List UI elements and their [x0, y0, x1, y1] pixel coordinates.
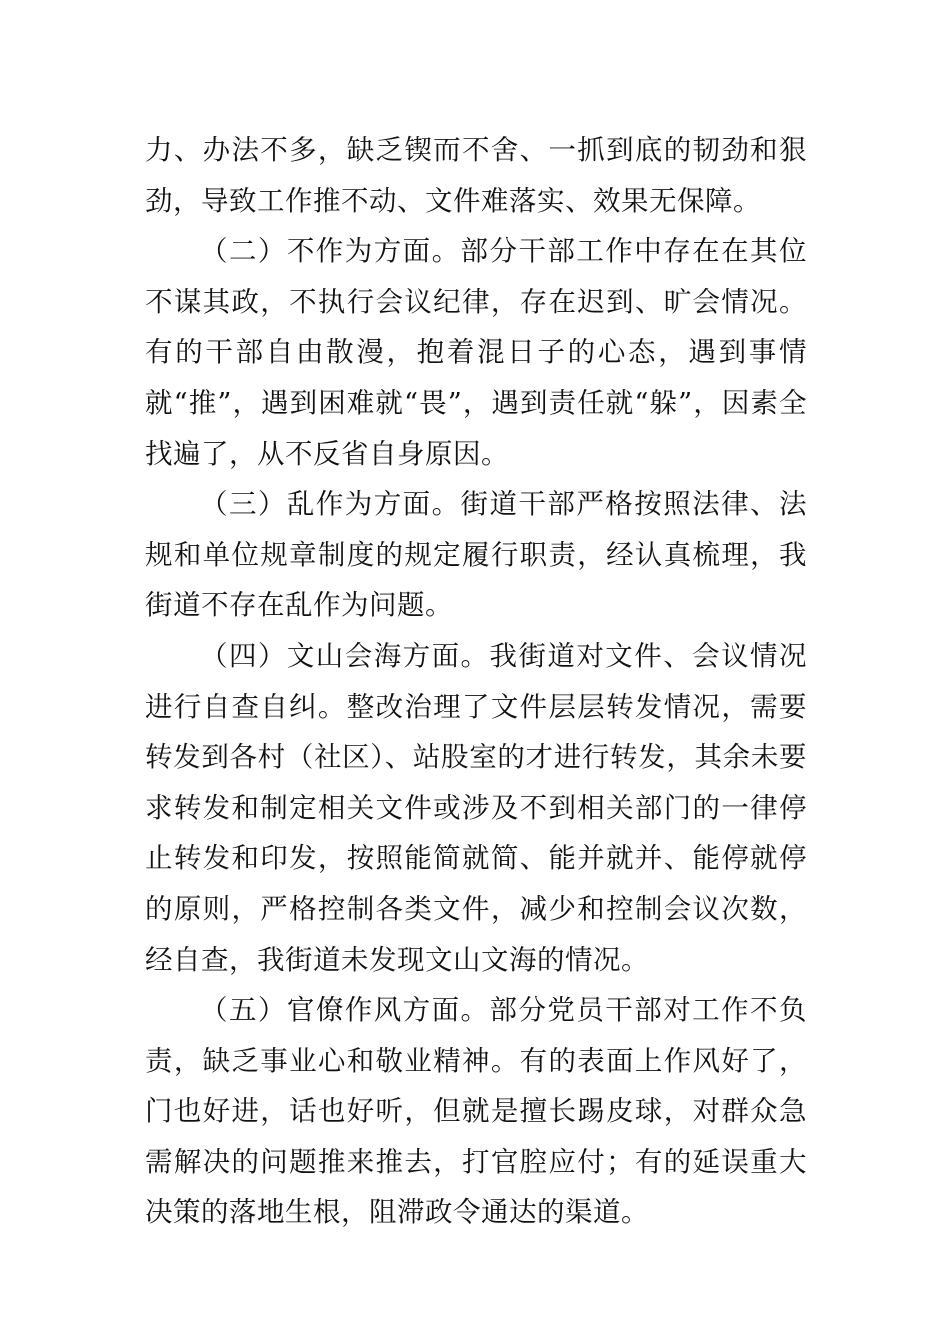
document-body: [145, 125, 807, 1238]
paragraph-bureaucratism: （五）官僚作风方面。部分党员干部对工作不负责，缺乏事业心和敬业精神。有的表面上作风好了，门也好进，话也好听，但就是擅长踢皮球，对群众急需解决的问题推来推去，打官腔应付；有的延误重大决策的落地生根，阻滞政令通达的渠道。: [145, 994, 807, 1229]
paragraph-wrong-action: （三）乱作为方面。街道干部严格按照法律、法规和单位规章制度的规定履行职责，经认真梳理，我街道不存在乱作为问题。: [145, 488, 807, 622]
paragraph-non-action: （二）不作为方面。部分干部工作中存在在其位不谋其政，不执行会议纪律，存在迟到、旷会情况。有的干部自由散漫，抱着混日子的心态，遇到事情就“推”，遇到困难就“畏”，遇到责任就“躲”，因素全找遍了，从不反省自身原因。: [145, 235, 807, 470]
paragraph-documents-meetings: （四）文山会海方面。我街道对文件、会议情况进行自查自纠。整改治理了文件层层转发情况，需要转发到各村（社区）、站股室的才进行转发，其余未要求转发和制定相关文件或涉及不到相关部门的一律停止转发和印发，按照能简就简、能并就并、能停就停的原则，严格控制各类文件，减少和控制会议次数，经自查，我街道未发现文山文海的情况。: [145, 639, 807, 976]
paragraph-continuation: 力、办法不多，缺乏锲而不舍、一抓到底的韧劲和狠劲，导致工作推不动、文件难落实、效果无保障。: [145, 134, 807, 217]
